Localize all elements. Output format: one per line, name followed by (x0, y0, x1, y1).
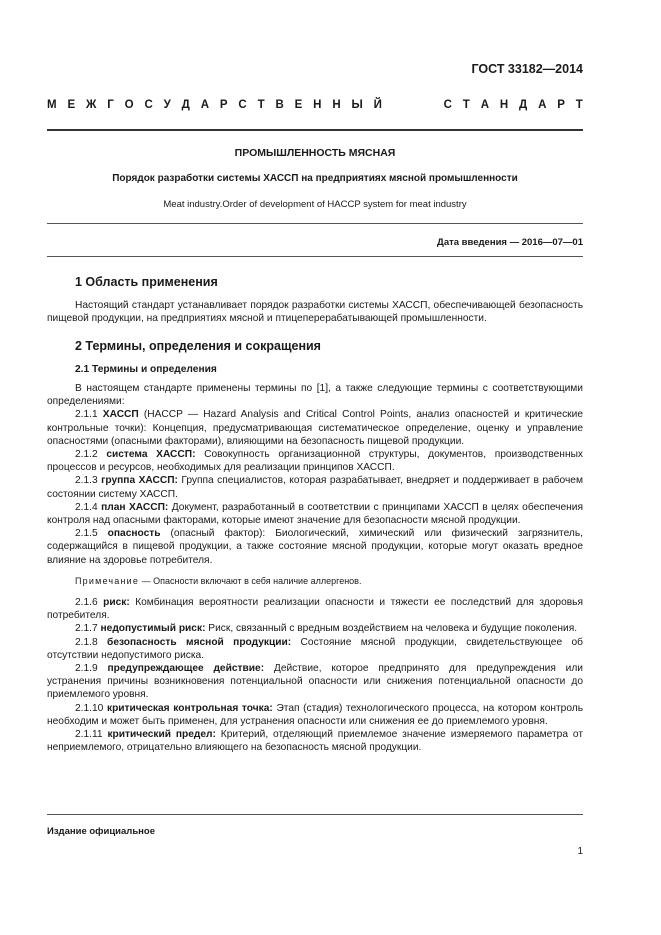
term-number: 2.1.2 (75, 449, 107, 461)
banner-letter: Е (67, 99, 76, 111)
title-subtitle: Порядок разработки системы ХАССП на предприятиях мясной промышленности (112, 173, 518, 184)
note-label: Примечание (75, 575, 140, 586)
term-text: Риск, связанный с вредным воздействием на человека и будущие поколения. (205, 623, 578, 635)
date-rule (47, 256, 583, 257)
interstate-standard-banner (47, 99, 583, 111)
term-name: группа ХАССП: (101, 475, 178, 487)
term-name: критический предел: (107, 729, 216, 741)
term-name: безопасность мясной продукции: (107, 636, 292, 648)
header-rule (47, 129, 583, 131)
banner-letter: Д (181, 99, 190, 111)
banner-letter: Н (499, 99, 509, 111)
term-name: система ХАССП: (106, 449, 196, 461)
term-text: (опасный фактор): Биологический, химический или физический загрязнитель, содержащийся в пищевой продукции, а также состояние мясной продукции, которые могут оказать вредное влияние на здоровье потребителя. (47, 528, 583, 566)
banner-letter: Й (373, 99, 382, 111)
banner-letter: В (275, 99, 284, 111)
term-number: 2.1.11 (75, 729, 108, 741)
section-heading: 1 Область применения (75, 275, 218, 289)
term-text: Группа специалистов, которая разрабатывает, внедряет и поддерживает в рабочем состоянии систему ХАССП. (47, 475, 583, 500)
term-number: 2.1.6 (75, 597, 104, 609)
paragraph: В настоящем стандарте применены термины по [1], а также следующие термины с соответствующими определениями: (47, 383, 583, 408)
subsection-heading: 2.1 Термины и определения (75, 363, 217, 375)
title-rule (47, 223, 583, 224)
term-list (47, 408, 583, 566)
introduction-date: Дата введения — 2016—07—01 (437, 237, 583, 248)
term-number: 2.1.4 (75, 501, 102, 513)
term-definition (47, 662, 583, 702)
edition-label: Издание официальное (47, 826, 155, 837)
note (47, 575, 583, 588)
banner-letter: С (238, 99, 247, 111)
term-text: Действие, которое предпринято для предупреждения или устранения причины возникновения потенциальной опасности или снижения потенциальной опасности до приемлемого уровня. (47, 663, 583, 701)
term-text: Критерий, отделяющий приемлемое значение измеряемого параметра от неприемлемого, отрицательно влияющего на безопасность мясной продукции. (47, 729, 583, 754)
term-definition (47, 636, 583, 662)
banner-letter: Н (332, 99, 341, 111)
paragraph: Настоящий стандарт устанавливает порядок разработки системы ХАССП, обеспечивающей безопасность пищевой продукции, на предприятиях мясной и птицеперерабатывающей промышленности. (47, 300, 583, 325)
banner-letter: Р (219, 99, 228, 111)
banner-letter: О (124, 99, 134, 111)
banner-letter: А (538, 99, 547, 111)
banner-letter: Д (519, 99, 528, 111)
term-text: Совокупность организационной структуры, документов, производственных процессов и ресурсов, необходимых для реализации принципов ХАССП. (47, 449, 583, 474)
banner-letter: У (163, 99, 171, 111)
term-definition (47, 596, 583, 622)
term-name: критическая контрольная точка: (106, 702, 273, 714)
term-number: 2.1.10 (75, 702, 107, 714)
term-number: 2.1.5 (75, 528, 108, 540)
banner-letter: Е (294, 99, 303, 111)
term-definition (47, 448, 583, 474)
banner-letter: Т (257, 99, 265, 111)
banner-letter: С (443, 99, 452, 111)
term-name: риск: (103, 597, 130, 609)
footer-rule (47, 814, 583, 815)
banner-letter: Ж (85, 99, 97, 111)
banner-letter: Г (107, 99, 114, 111)
term-definition (47, 408, 583, 448)
note-text: — Опасности включают в себя наличие аллергенов. (139, 575, 362, 586)
term-number: 2.1.3 (75, 475, 102, 487)
term-list (47, 596, 583, 754)
term-name: предупреждающее действие: (107, 663, 265, 675)
banner-letter: Р (557, 99, 565, 111)
section-terms (47, 340, 583, 755)
banner-letter: С (144, 99, 153, 111)
banner-letter: А (200, 99, 210, 111)
term-text: Комбинация вероятности реализации опасности и тяжести ее последствий для здоровья потребителя. (47, 597, 583, 622)
banner-letter: А (480, 99, 489, 111)
term-definition (47, 622, 583, 635)
banner-gap (393, 99, 433, 111)
section-heading: 2 Термины, определения и сокращения (75, 338, 321, 353)
banner-letter: Т (462, 99, 470, 111)
standard-number: ГОСТ 33182—2014 (471, 62, 583, 76)
term-definition (47, 474, 583, 500)
page-number: 1 (577, 846, 583, 857)
term-text: Документ, разработанный в соответствии с принципами ХАССП в целях обеспечения контроля над опасными факторами, которые имеют значение для безопасности мясной продукции. (47, 501, 583, 527)
term-definition (47, 527, 583, 567)
term-definition (47, 501, 583, 527)
banner-letter: М (47, 99, 57, 111)
term-number: 2.1.7 (75, 623, 101, 635)
term-text: Этап (стадия) технологического процесса, на котором контроль необходим и может быть применен, для устранения опасности или снижения ее до приемлемого уровня. (47, 702, 584, 727)
banner-letter: Ы (351, 99, 363, 111)
title-english: Meat industry.Order of development of HACCP system for meat industry (163, 199, 467, 210)
section-scope (47, 276, 583, 326)
document-body (47, 276, 583, 755)
term-name: ХАССП (102, 409, 139, 421)
term-number: 2.1.9 (75, 663, 108, 675)
term-number: 2.1.1 (75, 409, 103, 421)
term-name: план ХАССП: (101, 501, 169, 513)
term-definition (47, 728, 583, 754)
term-text: (HACCP — Hazard Analysis and Critical Control Points, анализ опасностей и критические контрольные точки): Концепция, предусматривающая систематическое определение, оценку и управление опасностями (опасными факторами), влияющими на безопасность пищевой продукции. (47, 409, 583, 447)
term-text: Состояние мясной продукции, свидетельствующее об отсутствии недопустимого риска. (47, 636, 583, 661)
banner-letter: Т (575, 99, 583, 111)
banner-letter: Н (313, 99, 322, 111)
term-number: 2.1.8 (75, 636, 108, 648)
term-name: опасность (107, 528, 161, 540)
title-main: ПРОМЫШЛЕННОСТЬ МЯСНАЯ (234, 147, 396, 159)
term-definition (47, 702, 583, 728)
term-name: недопустимый риск: (100, 623, 206, 635)
